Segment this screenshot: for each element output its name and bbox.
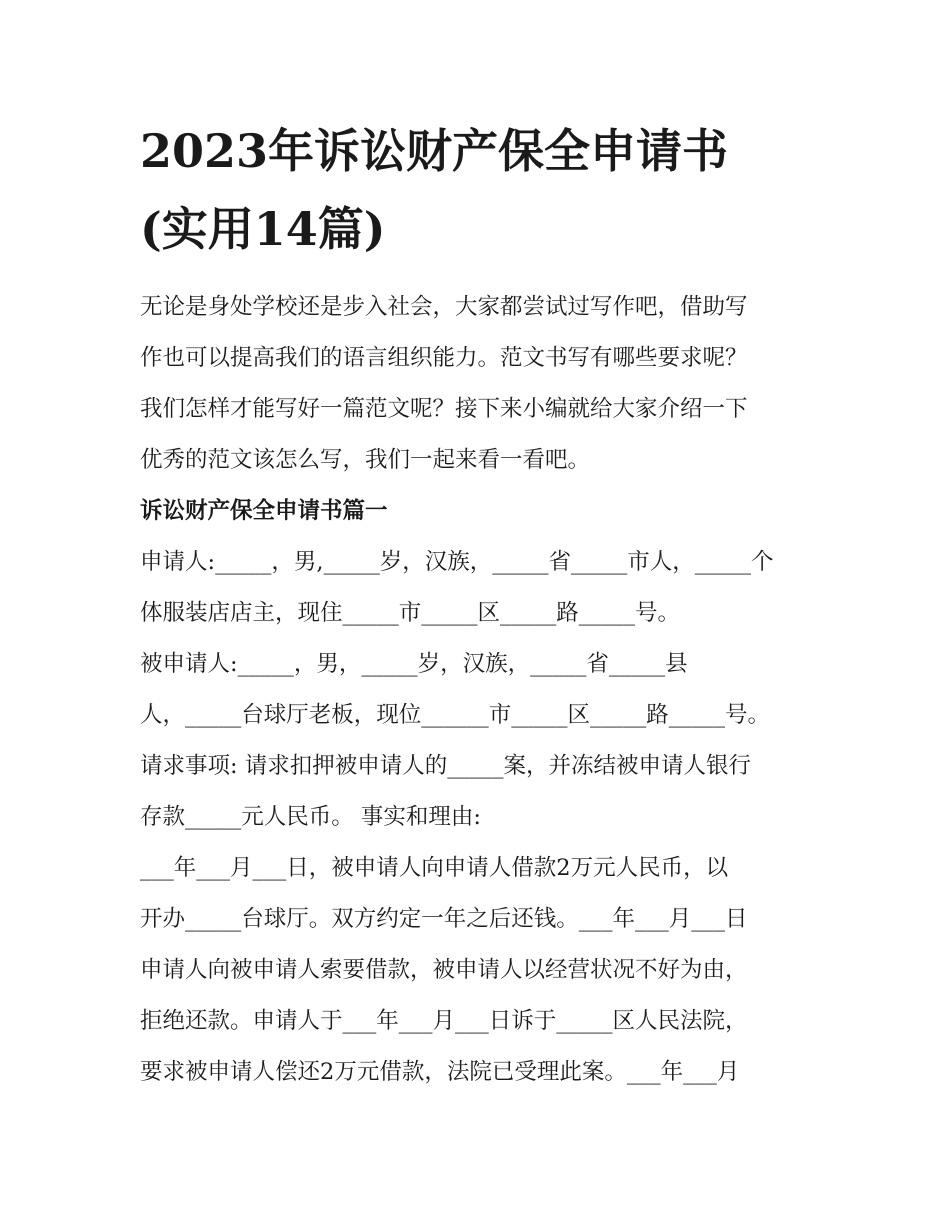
body-line: ___年___月___日，被申请人向申请人借款2万元人民币，以 [140,855,729,881]
body-line: 申请人向被申请人索要借款，被申请人以经营状况不好为由， [140,957,748,983]
title-line-1: 2023年诉讼财产保全申请书 [140,124,729,178]
intro-line: 我们怎样才能写好一篇范文呢？接下来小编就给大家介绍一下 [140,396,748,422]
body-line: 体服装店店主，现住_____市_____区_____路_____号。 [140,600,681,626]
intro-paragraph [140,282,820,486]
document-title [140,112,820,268]
body-line: 人，_____台球厅老板，现位______市_____区_____路_____号。 [140,702,771,728]
section-heading: 诉讼财产保全申请书篇一 [140,498,388,524]
body-line: 开办_____台球厅。双方约定一年之后还钱。___年___月___日 [140,906,748,932]
body-line: 申请人:_____，男,_____岁，汉族，_____省_____市人，_____个 [140,549,774,575]
title-line-2: (实用14篇) [140,202,386,256]
application-body [140,537,820,1098]
document-page [140,112,820,1098]
intro-line: 作也可以提高我们的语言组织能力。范文书写有哪些要求呢？ [140,345,748,371]
body-line: 请求事项: 请求扣押被申请人的_____案，并冻结被申请人银行 [140,753,751,779]
intro-line: 优秀的范文该怎么写，我们一起来看一看吧。 [140,447,591,473]
body-line: 存款_____元人民币。 事实和理由: [140,804,481,830]
body-line: 拒绝还款。申请人于___年___月___日诉于_____区人民法院， [140,1008,748,1034]
body-line: 要求被申请人偿还2万元借款，法院已受理此案。___年___月 [140,1059,740,1085]
body-line: 被申请人:_____，男，_____岁，汉族，_____省_____县 [140,651,688,677]
intro-line: 无论是身处学校还是步入社会，大家都尝试过写作吧，借助写 [140,294,748,320]
